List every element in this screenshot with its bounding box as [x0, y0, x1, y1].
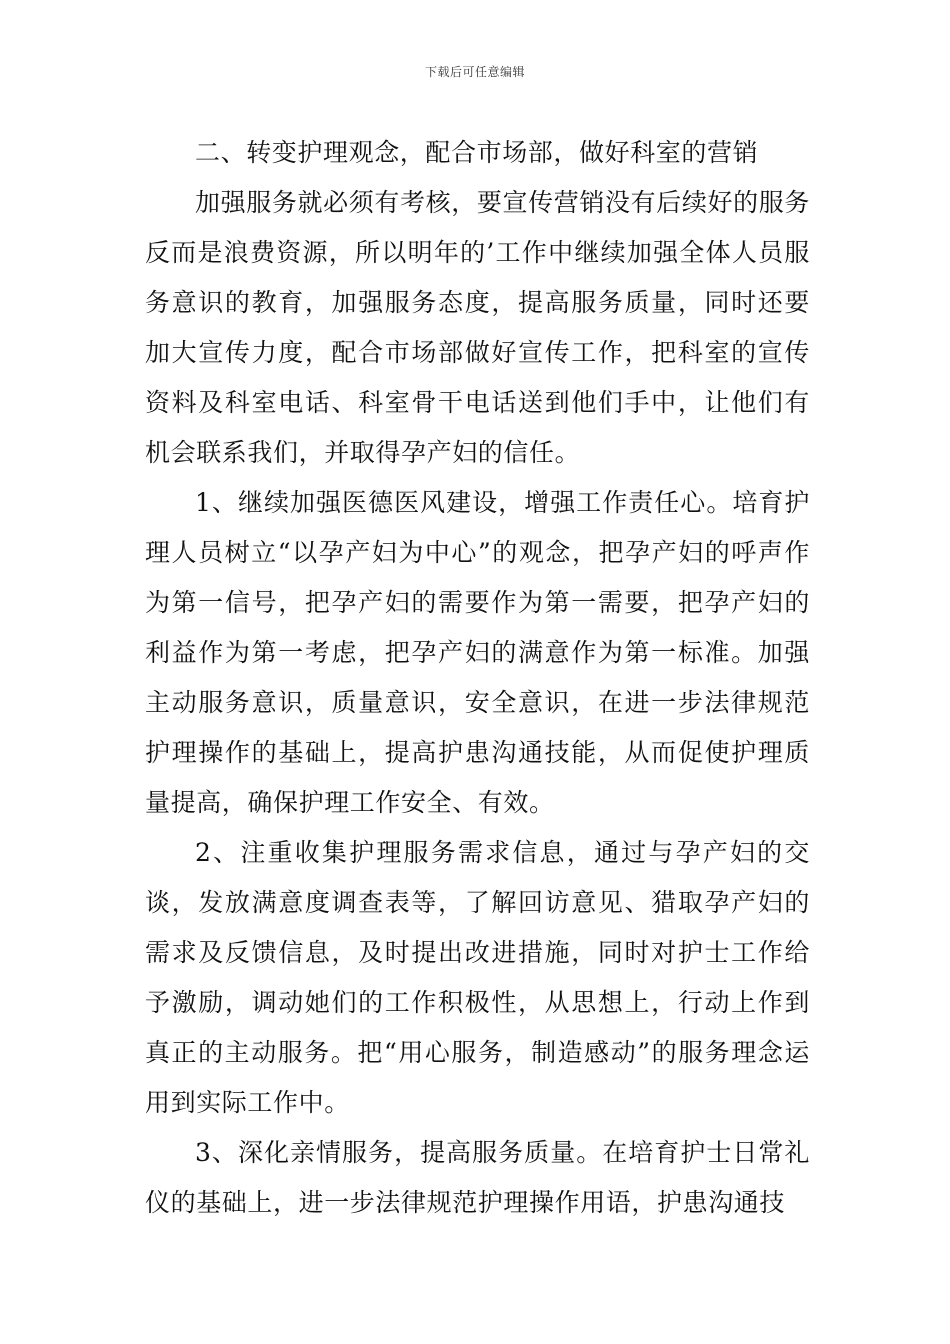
paragraph-intro: 加强服务就必须有考核，要宣传营销没有后续好的服务反而是浪费资源，所以明年的’工作中继续加强全体人员服务意识的教育，加强服务态度，提高服务质量，同时还要加大宣传力度，配合市场部做好宣传工作，把科室的宣传资料及科室电话、科室骨干电话送到他们手中，让他们有机会联系我们，并取得孕产妇的信任。 [145, 188, 810, 467]
section-heading: 二、转变护理观念，配合市场部，做好科室的营销 [195, 138, 759, 167]
paragraph-item-1: 1、继续加强医德医风建设，增强工作责任心。培育护理人员树立“以孕产妇为中心”的观念，把孕产妇的呼声作为第一信号，把孕产妇的需要作为第一需要，把孕产妇的利益作为第一考虑，把孕产妇的满意作为第一标准。加强主动服务意识，质量意识，安全意识，在进一步法律规范护理操作的基础上，提高护患沟通技能，从而促使护理质量提高，确保护理工作安全、有效。 [145, 488, 810, 817]
document-body [145, 128, 810, 1228]
paragraph-item-2: 2、注重收集护理服务需求信息，通过与孕产妇的交谈，发放满意度调查表等，了解回访意见、猎取孕产妇的需求及反馈信息，及时提出改进措施，同时对护士工作给予激励，调动她们的工作积极性，从思想上，行动上作到真正的主动服务。把“用心服务，制造感动”的服务理念运用到实际工作中。 [145, 838, 810, 1117]
paragraph-item-3: 3、深化亲情服务，提高服务质量。在培育护士日常礼仪的基础上，进一步法律规范护理操作用语，护患沟通技 [145, 1138, 810, 1217]
page-header: 下载后可任意编辑 [424, 65, 525, 79]
